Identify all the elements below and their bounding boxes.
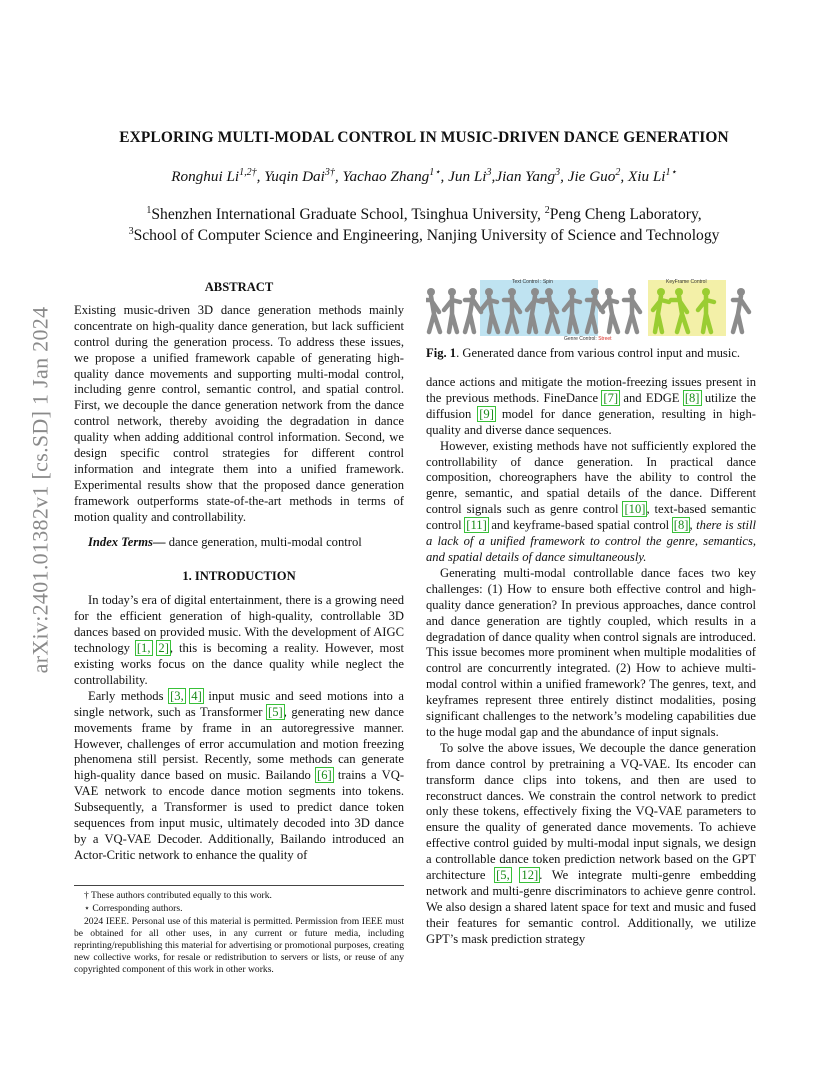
footnotes: [74, 885, 404, 977]
author-affil-mark: 3: [555, 167, 561, 178]
figure-number: Fig. 1: [426, 346, 457, 360]
citation-link[interactable]: [7]: [603, 390, 619, 405]
affiliations: [60, 204, 788, 246]
figure-caption-text: . Generated dance from various control input and music.: [456, 346, 741, 360]
author-list: Ronghui $Li^{1,2\dagger}$, Yuqin Dai$^{3\dagger}$, Yachao Zhang$^{1⋆}$, Jun Li$^3$,Jian Yang$^3$, Jie Guo$^2$, Xiu $Li^{1⋆}$: [171, 167, 677, 185]
dancer-figure: [624, 288, 640, 332]
citation-link[interactable]: [9]: [479, 406, 494, 421]
footnote-equal-contribution: † These authors contributed equally to this work.: [84, 890, 272, 901]
genre-control-label: Genre Control: Street: [564, 336, 612, 342]
abstract-text: Existing music-driven 3D dance generation methods mainly concentrate on high-quality dance generation, but lack sufficient control during the generation process. To address these issues, we propose a unified framework capable of generating high-quality dance movements and supporting multi-modal control, including genre control, semantic control, and spatial control. First, we decouple the dance generation network from the dance control network, thereby avoiding the degradation in dance quality when adding additional control information. Second, we design specific control strategies for different control information and integrate them into a unified framework. Experimental results show that the proposed dance generation framework outperforms state-of-the-art methods in terms of motion quality and controllability.: [74, 302, 404, 524]
author-affil-mark: 2: [615, 167, 621, 178]
author-name: Jian Yang: [495, 168, 556, 185]
author-name: Jun Li: [448, 168, 487, 185]
footnote-copyright: 2024 IEEE. Personal use of this material is permitted. Permission from IEEE must be obtained for all other uses, in any current or future media, including reprinting/republishing this material for advertising or promotional purposes, creating new collective works, for resale or redistribution to servers or lists, or reuse of any copyrighted component of this work in other works.: [74, 916, 404, 975]
citation-link[interactable]: [11]: [466, 518, 487, 533]
figure-1-caption: [426, 346, 758, 361]
citation-link[interactable]: [5,: [496, 868, 510, 883]
author-name: Xiu Li: [627, 168, 666, 185]
author-name: Ronghui Li: [171, 168, 240, 185]
dancer-figure: [733, 288, 749, 332]
keyframe-control-label: KeyFrame Control: [666, 279, 707, 285]
figure-1: [426, 280, 758, 342]
dancer-figure: [601, 288, 618, 332]
citation-link[interactable]: 12]: [521, 868, 539, 883]
dancer-figure: [444, 288, 460, 332]
author-name: Yuqin Dai: [264, 168, 325, 185]
citation-link[interactable]: [1,: [136, 641, 151, 656]
citation-link[interactable]: 2]: [158, 641, 169, 656]
author-affil-mark: 1⋆: [665, 167, 677, 178]
arxiv-identifier: [18, 300, 62, 680]
citation-link[interactable]: [8]: [673, 518, 689, 533]
arxiv-identifier-text: arXiv:2401.01382v1 [cs.SD] 1 Jan 2024: [27, 306, 53, 674]
intro-paragraph-4: However, existing methods have not sufficiently explored the controllability of dance generation. In practical dance composition, choreographers have the ability to control the genre, semantic, and spatial details of the dance. Different control signals such as genre control [10], text-based semantic control [11] and keyframe-based spatial control [8], there is still a lack of a unified framework to control the genre, semantics, and spatial details of dance simultaneously.: [426, 438, 756, 564]
citation-link[interactable]: [5]: [268, 704, 283, 719]
index-terms: [74, 535, 404, 551]
index-terms-value: dance generation, multi-modal control: [165, 534, 362, 549]
citation-link[interactable]: [10]: [624, 502, 646, 517]
intro-paragraph-2: Early methods [3, 4] input music and seed motions into a single network, such as Transformer [5], generating new dance movements frame by frame in an autoregressive manner. However, challenges of error accumulation and motion freezing phenomena still persist. Recently, some methods can generate high-quality dance based on music. Bailando [6] trains a VQ-VAE network to encode dance motion segments into tokens. Subsequently, a Transformer is used to predict dance token sequences from input music, ultimately decoded into 3D dance by a VQ-VAE Decoder. Additionally, Bailando introduced an Actor-Critic network to enhance the quality of: [74, 688, 405, 862]
intro-paragraph-5: Generating multi-modal controllable dance faces two key challenges: (1) How to ensure both effective control and high-quality dance generation? In previous approaches, dance control and dance generation are tightly coupled, which results in a degradation of dance quality when control signals are introduced. This issue becomes more prominent when multiple modalities of control are concurrently integrated. (2) How to achieve multi-modal control within a unified framework? The genres, text, and keyframes represent three entirely distinct modalities, posing significant challenges to the network’s modeling capabilities due to the huge modal gap and the abundance of input signals.: [426, 565, 756, 739]
affiliation-line-2: $^3$School of Computer Science and Engineering, Nanjing University of Science and Technology: [128, 226, 720, 244]
author-name: Yachao Zhang: [342, 168, 430, 185]
left-column: [74, 280, 404, 864]
right-column: [426, 375, 756, 948]
genre-control-value: Street: [598, 336, 612, 342]
author-affil-mark: 1⋆: [429, 167, 441, 178]
citation-link[interactable]: [3,: [170, 688, 184, 703]
paper-title: EXPLORING MULTI-MODAL CONTROL IN MUSIC-DRIVEN DANCE GENERATION: [119, 129, 729, 146]
dancer-figure: [426, 288, 440, 332]
citation-link[interactable]: [8]: [684, 390, 700, 405]
figure-1-image: [426, 280, 758, 342]
section-heading-introduction: 1. INTRODUCTION: [182, 568, 296, 583]
author-affil-mark: 3†: [324, 167, 335, 178]
dancer-figure: [465, 288, 481, 332]
index-terms-label: Index Terms—: [88, 534, 166, 549]
emphasized-statement: there is still a lack of a unified framework to control the genre, semantics, and spatial details of dance simultaneously.: [426, 518, 756, 564]
citation-link[interactable]: 4]: [191, 688, 202, 703]
intro-paragraph-1: In today’s era of digital entertainment, there is a growing need for the efficient generation of high-quality, controllable 3D dances based on provided music. With the development of AIGC technology [1, 2], this is becoming a reality. However, most existing works focus on the dance quality while neglect the controllability.: [74, 593, 404, 687]
author-name: Jie Guo: [567, 168, 616, 185]
author-affil-mark: 3: [486, 167, 492, 178]
footnote-corresponding: ⋆ Corresponding authors.: [84, 903, 183, 914]
citation-link[interactable]: [6]: [317, 768, 332, 783]
intro-paragraph-6: To solve the above issues, We decouple the dance generation from dance control by pretraining a VQ-VAE. Its encoder can transform dance clips into tokens, and then are used to reconstruct dances. We constrain the control network to predict only these tokens, effectively fixing the VQ-VAE parameters to ensure the quality of generated dance movements. To achieve effective control guided by multi-modal input signals, we design a controllable dance token prediction network based on the GPT architecture [5, 12]. We integrate multi-genre embedding network and multi-genre discriminators to achieve genre control. We also design a shared latent space for text and music and fused their features for semantic control. Additionally, we utilize GPT’s mask prediction strategy: [426, 740, 756, 946]
text-control-label: Text Control : Spin: [512, 279, 553, 285]
author-affil-mark: 1,2†: [239, 167, 257, 178]
abstract-heading: ABSTRACT: [204, 280, 274, 294]
intro-paragraph-3: dance actions and mitigate the motion-freezing issues present in the previous methods. FineDance [7] and EDGE [8] utilize the diffusion [9] model for dance generation, resulting in high-quality and diverse dance sequences.: [426, 375, 756, 437]
affiliation-line-1: $^1$Shenzhen International Graduate School, Tsinghua University, $^2$Peng Cheng Laboratory,: [146, 205, 702, 223]
